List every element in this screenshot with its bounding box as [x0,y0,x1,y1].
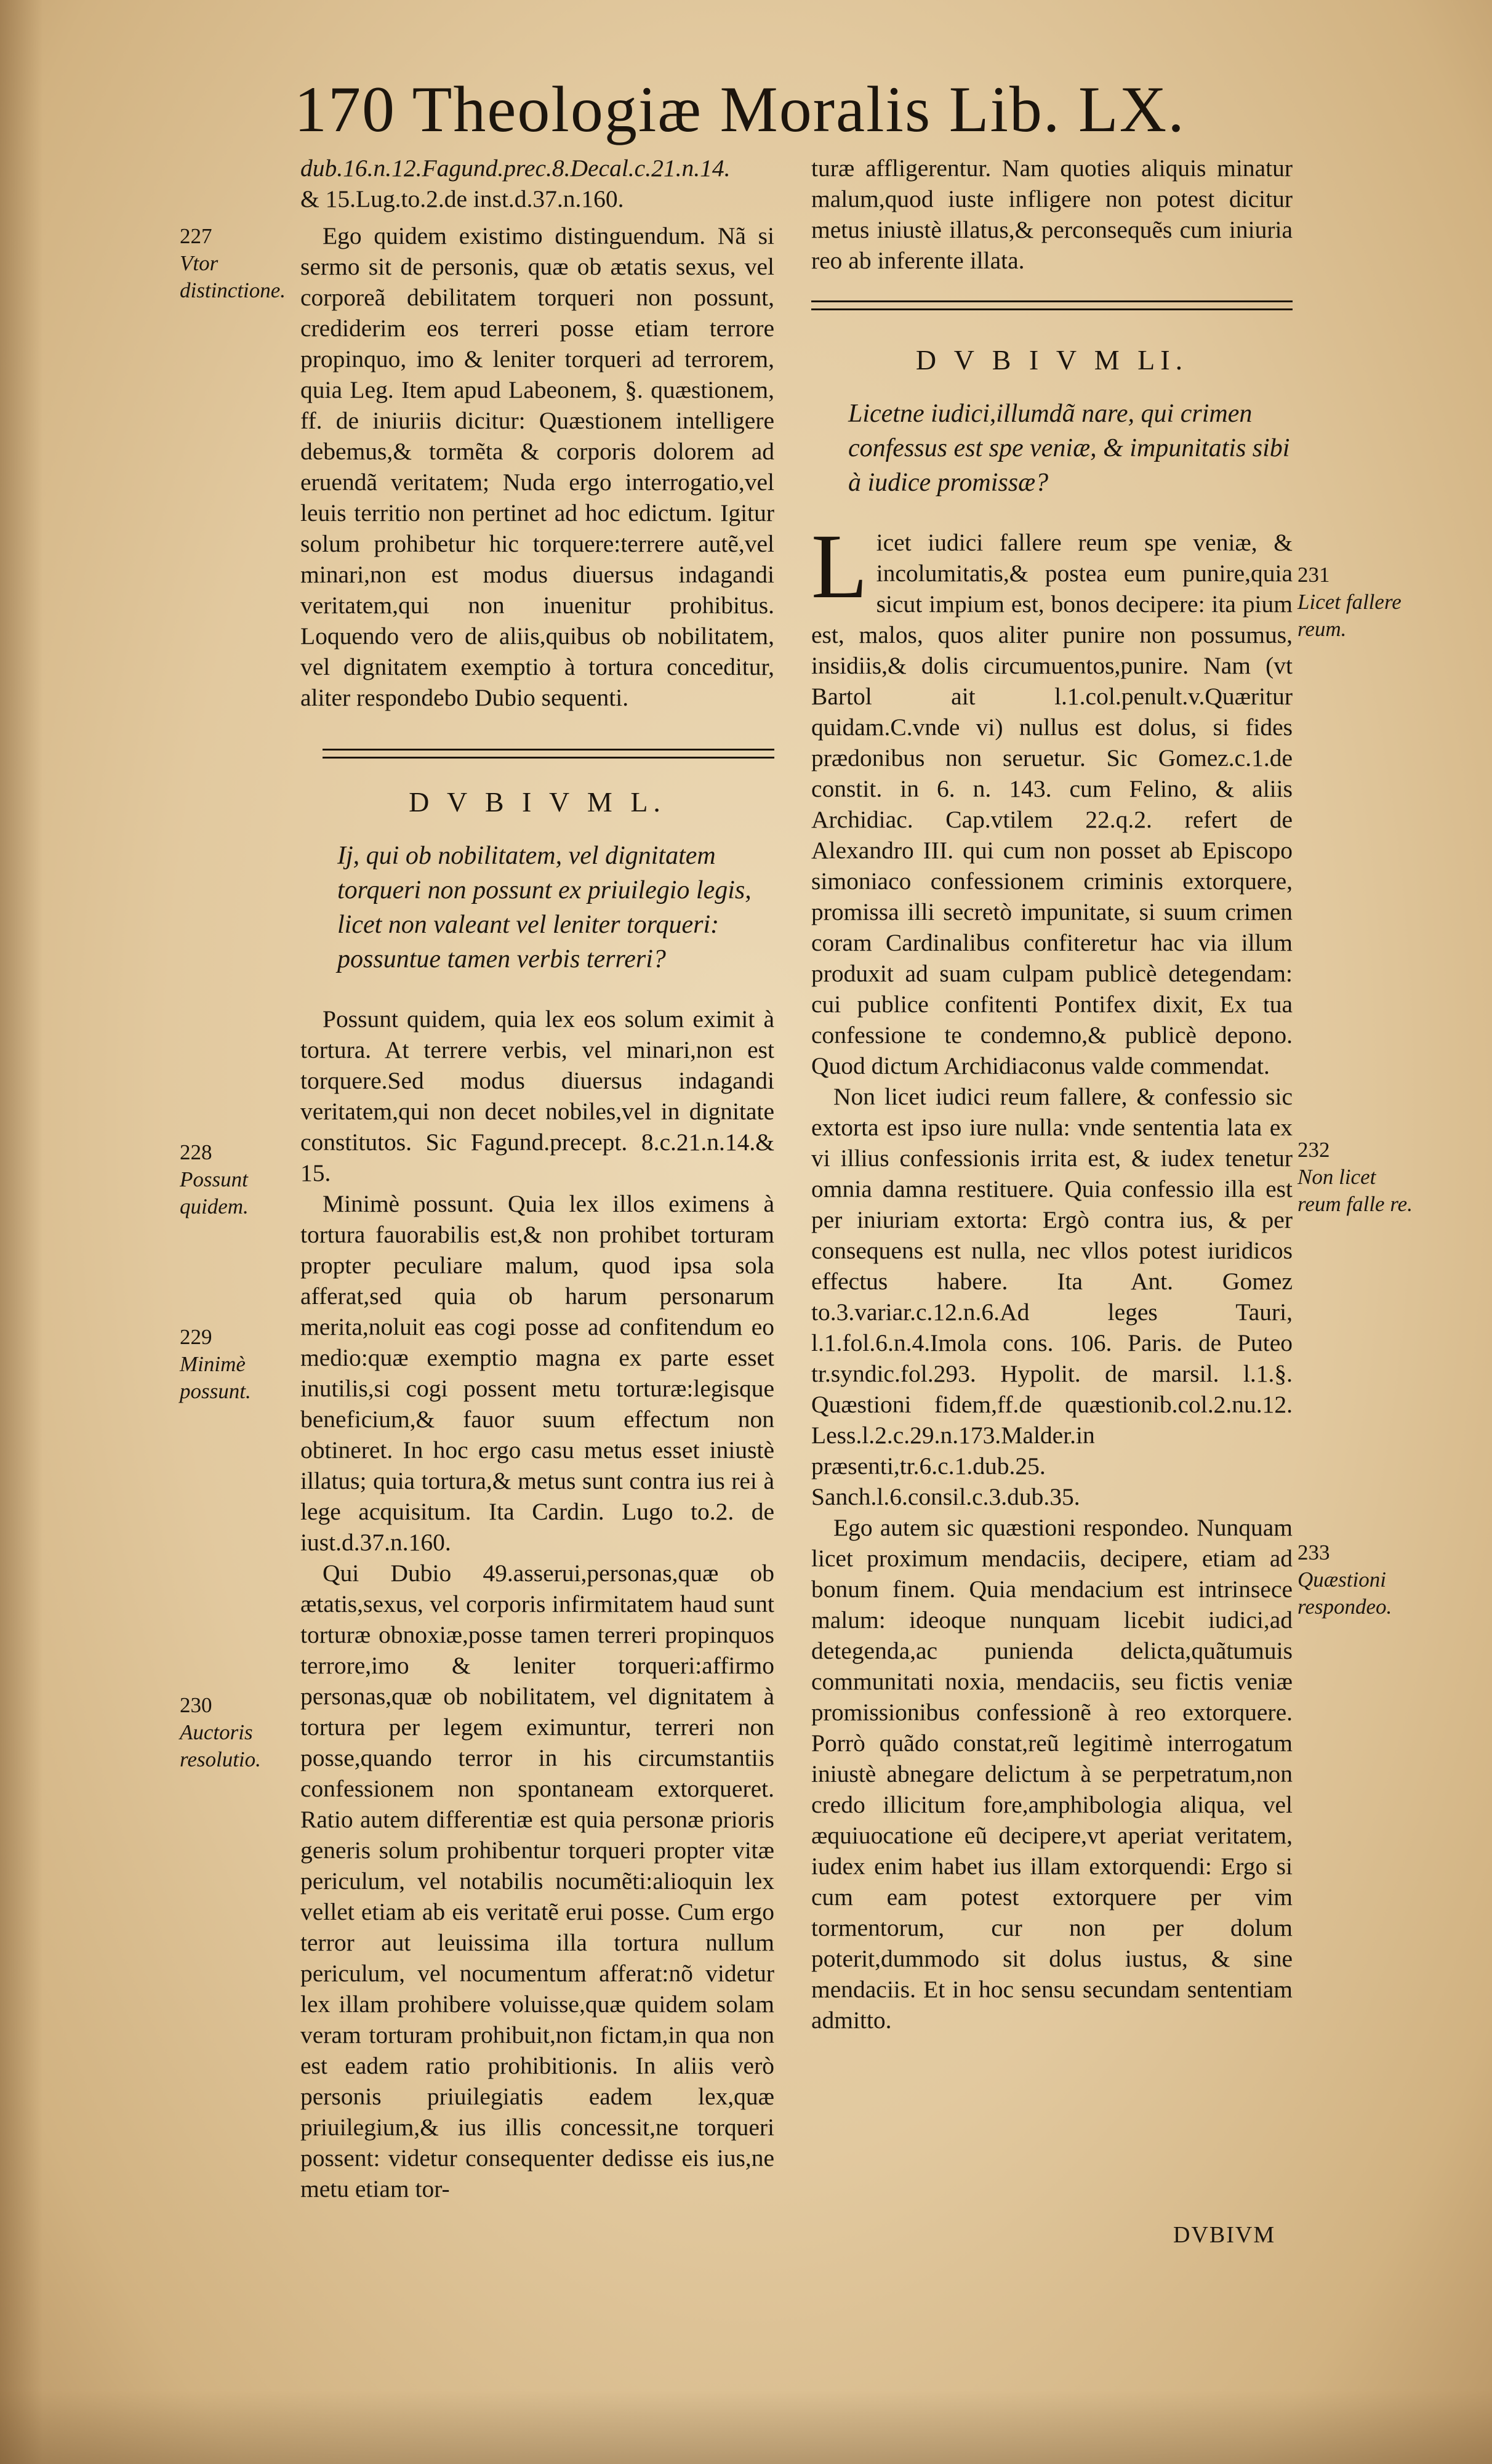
dubium-question: Licetne iudici,illumdã nare, qui crimen confessus est spe veniæ, & impunitatis sibi à iudice promissæ? [848,400,1290,497]
citation-line: dub.16.n.12.Fagund.prec.8.Decal.c.21.n.14. [300,155,731,182]
margin-text: Quæstioni respondeo. [1297,1568,1392,1619]
margin-number: 230 [180,1693,212,1717]
margin-number: 228 [180,1140,212,1164]
citation-line: & 15.Lug.to.2.de inst.d.37.n.160. [300,185,624,212]
left-column [300,153,774,2204]
margin-note-227 [180,223,286,304]
margin-text: Non licet reum falle re. [1297,1165,1413,1216]
paragraph-227: Ego quidem existimo distinguendum. Nã si sermo sit de personis, quæ ob ætatis sexus, vel corporeã debilitatem torqueri non possunt, crediderim eos terreri posse etiam terrore propinquo, imo & leniter torqueri ad terrorem, quia Leg. Item apud Labeonem, §. quæstionem, ff. de iniuriis dicitur: Quæstionem intelligere debemus,& tormẽta & corporis dolorem ad eruendã veritatem; Nuda ergo interrogatio,vel leuis territio non pertinet ad hoc edictum. Igitur solum prohibetur hic torquere:terrere autẽ,vel minari,non est modus diuersus indagandi veritatem,qui non inuenitur prohibitus. Loquendo vero de aliis,quibus ob nobilitatem, vel dignitatem exemptio à tortura conceditur, aliter respondebo Dubio sequenti. [300,222,774,711]
dubium-heading: D V B I V M LI. [915,344,1189,376]
dubium-heading: D V B I V M L. [409,786,666,818]
margin-number: 227 [180,224,212,248]
running-header: 170 Theologiæ Moralis Lib. LX. [294,73,1185,145]
paragraph-230: Qui Dubio 49.asserui,personas,quæ ob ætatis,sexus, vel corporis infirmitatem haud sunt torturæ obnoxiæ,posse tamen terreri propinquos terrore,imo & leniter torqueri:affirmo personas,quæ ob nobilitatem, vel dignitatem à tortura per legem eximuntur, terreri non posse,quando terror in his circumstantiis confessionem non spontaneam extorqueret. Ratio autem differentiæ est quia personæ prioris generis solum prohibentur torqueri propter vitæ periculum, vel notabilis nocumẽti:alioquin lex vellet etiam ab eis veritatẽ erui posse. Cum ergo terror aut leuissima illa tortura nullum periculum, vel nocumentum afferat:nõ videtur lex illam prohibere voluisse,quæ quidem solam veram torturam prohibuit,non fictam,in qua non est eadem ratio prohibitionis. In aliis verò personis priuilegiatis eadem lex,quæ priuilegium,& ius illis concessit,ne torqueri possent: videtur consequenter dedisse eis ius,ne metu etiam tor- [300,1560,774,2202]
continued-paragraph: turæ affligerentur. Nam quoties aliquis minatur malum,quod iuste infligere non potest dicitur metus iniustè illatus,& perconsequẽs cum iniuria reo ab inferente illata. [811,155,1293,274]
margin-note-230 [180,1692,272,1773]
paragraph-229: Minimè possunt. Quia lex illos eximens à tortura fauorabilis est,& non prohibet torturam propter peculiare malum, quod ipsa sola afferat,sed quia ob harum personarum merita,noluit eas cogi posse ad confitendum eo medio:quæ exemptio magna ex parte esset inutilis,si cogi possent metu torturæ:legisque beneficium,& fauor suum effectum non obtineret. In hoc ergo casu metus esset iniustè illatus; quia tortura,& metus sunt contra ius rei à lege acquisitum. Ita Cardin. Lugo to.2. de iust.d.37.n.160. [300,1190,774,1556]
margin-text: Auctoris resolutio. [180,1720,261,1771]
paragraph-231-text: icet iudici fallere reum spe veniæ, & incolumitatis,& postea eum punire,quia sicut impium est, bonos decipere: ita pium est, malos, quos aliter punire non possumus, insidiis,& dolis circumuentos,punire. Nam (vt Bartol ait l.1.col.penult.v.Quæritur quidam.C.vnde vi) nullus est dolus, si fides prædonibus non seruetur. Sic Gomez.c.1.de constit. in 6. n. 143. cum Felino, & aliis Archidiac. Cap.vtilem 22.q.2. refert de Alexandro III. qui cum non posset ab Episcopo simoniaco confessionem criminis extorquere, promissa illi secretò impunitate, si suum crimen coram Cardinalibus confiteretur hac via illum produxit ad suam culpam publicè detegendam: cui publice confitenti Pontifex dixit, Ex tua confessione te condemno,& publicè depono. Quod dictum Archidiaconus valde commendat. [811,529,1293,1079]
margin-note-229 [180,1324,272,1405]
margin-text: Possunt quidem. [180,1167,249,1218]
margin-note-228 [180,1139,272,1220]
catchword: DVBIVM [1173,2222,1276,2248]
margin-number: 233 [1297,1540,1330,1564]
section-divider [323,749,774,759]
paragraph-232: Non licet iudici reum fallere, & confessio sic extorta est ipso iure nulla: vnde sententia lata ex vi illius confessionis irrita est, & iudex tenetur omnia damna restituere. Quia confessio illa est per iniuriam extorta: Ergò contra ius, & per consequens est nulla, nec vllos potest iuridicos effectus habere. Ita Ant. Gomez to.3.variar.c.12.n.6.Ad leges Tauri, l.1.fol.6.n.4.Imola cons. 106. Paris. de Puteo tr.syndic.fol.293. Hypolit. de marsil. l.1.§. Quæstioni fidem,ff.de quæstionib.col.2.nu.12. Less.l.2.c.29.n.173.Malder.in præsenti,tr.6.c.1.dub.25. Sanch.l.6.consil.c.3.dub.35. [811,1083,1293,1510]
margin-number: 231 [1297,563,1330,587]
right-column [811,153,1293,2035]
margin-note-232 [1297,1137,1414,1218]
margin-number: 232 [1297,1138,1330,1162]
dubium-question: Ij, qui ob nobilitatem, vel dignitatem torqueri non possunt ex priuilegio legis, licet non valeant vel leniter torqueri: possuntue tamen verbis terreri? [337,842,752,973]
page-edge-shadow [0,0,43,2464]
margin-number: 229 [180,1325,212,1349]
margin-text: Licet fallere reum. [1297,590,1402,641]
paragraph-228: Possunt quidem, quia lex eos solum eximit à tortura. At terrere verbis, vel minari,non est torquere.Sed modus diuersus indagandi veritatem,qui non decet nobiles,vel in dignitate constitutos. Sic Fagund.precept. 8.c.21.n.14.& 15. [300,1005,774,1186]
drop-cap: L [811,515,868,618]
margin-note-231 [1297,562,1414,643]
paragraph-233: Ego autem sic quæstioni respondeo. Nunquam licet proximum mendaciis, decipere, etiam ad bonum finem. Quia mendacium est intrinsece malum: ideoque nunquam licebit iudici,ad detegenda,ac punienda delicta,quãtumuis communitati noxia, mendaciis, seu fictis veniæ promissionibus confessionẽ à reo extorquere. Porrò quãdo constat,reũ legitimè interrogatum iniustè abnegare delictum à se perpetratum,non credo illicitum fore,amphibologia aliqua, vel æquiuocatione eũ decipere,vt aperiat veritatem, iudex enim habet ius illam extorquendi: Ergo si cum eam potest extorquere per vim tormentorum, cur non per dolum poterit,dummodo sit dolus iustus, & sine mendaciis. Et in hoc sensu secundam sententiam admitto. [811,1514,1293,2034]
section-divider [811,300,1293,310]
page-bottom-shadow [0,2390,1492,2464]
paragraph-231 [811,515,1293,1081]
margin-note-233 [1297,1539,1414,1621]
margin-text: Minimè possunt. [180,1352,251,1403]
margin-text: Vtor distinctione. [180,251,286,302]
